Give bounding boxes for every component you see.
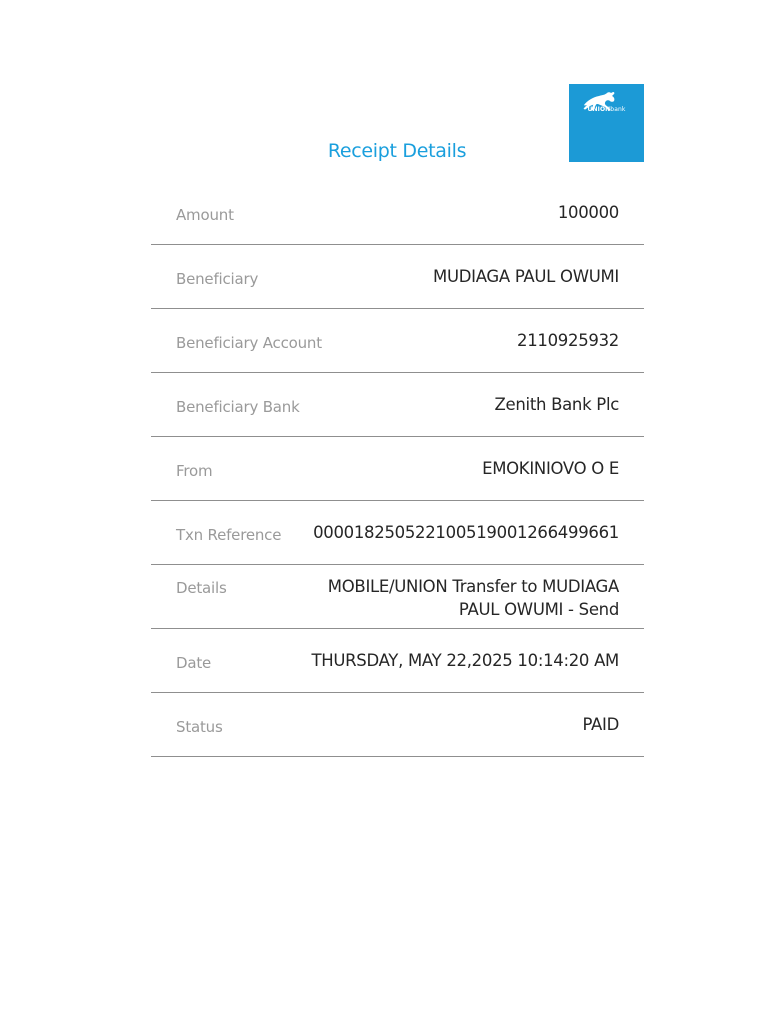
row-beneficiary — [151, 245, 644, 309]
receipt-details-table — [151, 181, 644, 757]
row-label: Beneficiary Bank — [176, 398, 300, 416]
row-value: EMOKINIOVO O E — [482, 459, 619, 478]
row-value-line: PAUL OWUMI - Send — [458, 600, 619, 619]
row-txn-reference — [151, 501, 644, 565]
row-details — [151, 565, 644, 629]
row-value: THURSDAY, MAY 22,2025 10:14:20 AM — [311, 651, 619, 670]
row-value — [328, 575, 619, 621]
row-value: Zenith Bank Plc — [494, 395, 619, 414]
row-label: Beneficiary Account — [176, 334, 322, 352]
page-title: Receipt Details — [327, 140, 467, 162]
row-date — [151, 629, 644, 693]
row-label: Amount — [176, 206, 234, 224]
row-value-line: MOBILE/UNION Transfer to MUDIAGA — [327, 577, 619, 596]
row-status — [151, 693, 644, 757]
row-value: 2110925932 — [517, 331, 619, 350]
row-label: Txn Reference — [176, 526, 282, 544]
row-label: From — [176, 462, 213, 480]
row-beneficiary-bank — [151, 373, 644, 437]
row-value: 000018250522100519001266499661 — [313, 523, 619, 542]
row-label: Details — [176, 579, 227, 597]
row-label: Date — [176, 654, 212, 672]
row-label: Status — [176, 718, 223, 736]
logo-wordmark: UNIONbank — [587, 106, 626, 113]
row-value: 100000 — [557, 203, 619, 222]
row-label: Beneficiary — [176, 270, 259, 288]
row-value: PAID — [582, 715, 619, 734]
row-value: MUDIAGA PAUL OWUMI — [433, 267, 619, 286]
row-from — [151, 437, 644, 501]
row-amount — [151, 181, 644, 245]
row-beneficiary-account — [151, 309, 644, 373]
